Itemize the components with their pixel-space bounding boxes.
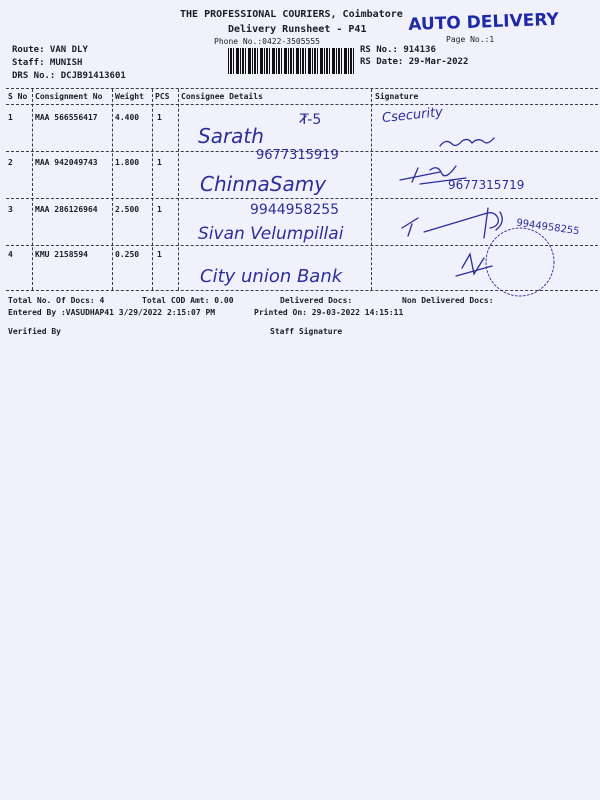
auto-delivery-stamp: AUTO DELIVERY xyxy=(408,9,560,35)
row-1-consignment: MAA 566556417 xyxy=(35,113,98,122)
row-1-weight: 4.400 xyxy=(115,113,140,122)
rs-number: RS No.: 914136 xyxy=(360,45,436,55)
header-signature: Signature xyxy=(375,92,419,101)
row-2-consignment: MAA 942049743 xyxy=(35,158,98,167)
header-details: Consignee Details xyxy=(181,92,263,101)
route: Route: VAN DLY xyxy=(12,45,88,55)
row-4-consignment: KMU 2158594 xyxy=(35,250,88,259)
bank-seal xyxy=(486,228,554,296)
total-cod: Total COD Amt: 0.00 xyxy=(142,296,234,305)
row-1-sno: 1 xyxy=(8,113,13,122)
phone-number: Phone No.:0422-3505555 xyxy=(214,37,320,46)
row-3-pcs: 1 xyxy=(157,205,162,214)
signature-row-1-scribble xyxy=(440,138,494,146)
row-2-weight: 1.800 xyxy=(115,158,140,167)
verified-by: Verified By xyxy=(8,327,61,336)
staff-signature: Staff Signature xyxy=(270,327,343,336)
page-number: Page No.:1 xyxy=(446,35,495,44)
handwritten-mark-1: T-5 xyxy=(300,112,322,128)
header-consignment: Consignment No xyxy=(35,92,103,101)
handwritten-name-2: ChinnaSamy xyxy=(200,172,327,196)
row-4-sno: 4 xyxy=(8,250,13,259)
rs-date: RS Date: 29-Mar-2022 xyxy=(360,57,469,67)
row-3-sno: 3 xyxy=(8,205,13,214)
company-name: THE PROFESSIONAL COURIERS, Coimbatore xyxy=(180,9,403,20)
signature-row-2-scribble xyxy=(400,166,466,184)
total-docs: Total No. Of Docs: 4 xyxy=(8,296,105,305)
handwritten-name-1: Sarath xyxy=(198,124,264,148)
handwritten-phone-1: 9677315919 xyxy=(256,148,339,163)
row-4-weight: 0.250 xyxy=(115,250,140,259)
row-4-pcs: 1 xyxy=(157,250,162,259)
row-3-consignment: MAA 286126964 xyxy=(35,205,98,214)
row-1-pcs: 1 xyxy=(157,113,162,122)
handwritten-phone-2: 9677315719 xyxy=(448,178,525,192)
drs-number: DRS No.: DCJB91413601 xyxy=(12,71,126,81)
runsheet-title: Delivery Runsheet - P41 xyxy=(228,24,367,35)
handwritten-phone-4: 9944958255 xyxy=(515,217,581,238)
staff: Staff: MUNISH xyxy=(12,58,83,68)
t-mark xyxy=(300,116,306,122)
signature-row-4-scribble xyxy=(456,254,492,276)
header-sno: S No xyxy=(8,92,28,101)
handwritten-name-3: Sivan Velumpillai xyxy=(198,224,344,244)
delivered-docs: Delivered Docs: xyxy=(280,296,353,305)
header-weight: Weight xyxy=(115,92,144,101)
handwritten-phone-3: 9944958255 xyxy=(250,202,340,218)
row-3-weight: 2.500 xyxy=(115,205,140,214)
handwritten-signature-1: Csecurity xyxy=(381,104,444,127)
printed-on: Printed On: 29-03-2022 14:15:11 xyxy=(254,308,404,317)
signature-row-3-scribble xyxy=(402,208,502,238)
non-delivered-docs: Non Delivered Docs: xyxy=(402,296,494,305)
row-2-sno: 2 xyxy=(8,158,13,167)
entered-by: Entered By :VASUDHAP41 3/29/2022 2:15:07 PM xyxy=(8,308,216,317)
header-pcs: PCS xyxy=(155,92,170,101)
handwritten-name-4: City union Bank xyxy=(200,266,343,287)
row-2-pcs: 1 xyxy=(157,158,162,167)
